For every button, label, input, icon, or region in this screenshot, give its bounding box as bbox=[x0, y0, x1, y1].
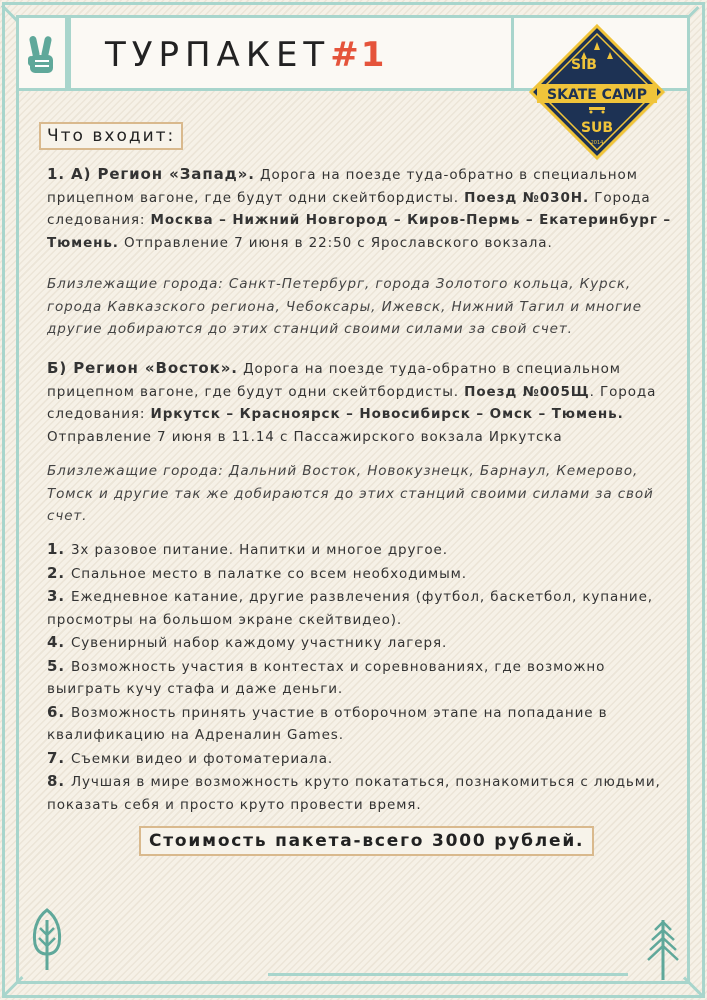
item-text: Лучшая в мире возможность круто покататься, познакомиться с людьми, показать себя и просто круто провести время. bbox=[47, 774, 661, 813]
list-item bbox=[47, 538, 677, 562]
region-east-train: Поезд №005Щ bbox=[464, 383, 590, 400]
region-west-route: Москва – Нижний Новгород – Киров-Пермь – Екатеринбург – Тюмень. bbox=[47, 212, 672, 251]
region-west bbox=[47, 163, 677, 254]
item-text: Ежедневное катание, другие развлечения (футбол, баскетбол, купание, просмотры на большом экране скейтвидео). bbox=[47, 589, 653, 628]
item-number: 8. bbox=[47, 772, 65, 790]
region-east-title: Б) Регион «Восток». bbox=[47, 359, 238, 377]
features-list bbox=[47, 538, 677, 816]
item-text: 3х разовое питание. Напитки и многое другое. bbox=[70, 542, 448, 558]
item-text: Сувенирный набор каждому участнику лагеря. bbox=[70, 635, 448, 651]
list-item bbox=[47, 631, 677, 655]
list-item bbox=[47, 701, 677, 747]
item-number: 3. bbox=[47, 587, 65, 605]
header-title-box bbox=[68, 15, 514, 91]
logo-bottom-text: SUB bbox=[580, 120, 614, 136]
peace-hand-icon bbox=[19, 18, 65, 88]
item-text: Съемки видео и фотоматериала. bbox=[70, 750, 334, 767]
item-number: 5. bbox=[47, 656, 65, 675]
page-title bbox=[105, 35, 386, 75]
list-item bbox=[47, 562, 677, 586]
list-item bbox=[47, 747, 677, 771]
title-number: #1 bbox=[330, 35, 387, 75]
item-text: Спальное место в палатке со всем необходимым. bbox=[70, 565, 467, 582]
tree-left-icon bbox=[30, 908, 64, 972]
item-number: 1. bbox=[47, 540, 65, 558]
region-west-text3: Отправление 7 июня в 22:50 с Ярославского вокзала. bbox=[118, 234, 553, 251]
header-icon-box bbox=[16, 15, 68, 91]
list-item bbox=[47, 770, 677, 816]
region-west-title: 1. А) Регион «Запад». bbox=[47, 165, 255, 183]
item-number: 4. bbox=[47, 633, 65, 651]
region-west-train: Поезд №030Н. bbox=[464, 189, 589, 206]
list-item bbox=[47, 585, 677, 631]
price-label: Стоимость пакета-всего 3000 рублей. bbox=[139, 826, 594, 856]
section-label: Что входит: bbox=[39, 122, 183, 150]
logo-year: 2014 bbox=[590, 140, 604, 146]
east-note: Близлежащие города: Дальний Восток, Новокузнецк, Барнаул, Кемерово, Томск и другие так же добираются до этих станций своими силами за свой счет. bbox=[47, 463, 654, 524]
logo-middle-text: SKATE CAMP bbox=[547, 87, 647, 103]
bottom-line bbox=[268, 973, 628, 976]
west-note: Близлежащие города: Санкт-Петербург, города Золотого кольца, Курск, города Кавказского региона, Чебоксары, Ижевск, Нижний Тагил и многие другие добираются до этих станций своими силами за свой счет. bbox=[47, 276, 642, 337]
region-east-text3: Отправление 7 июня в 11.14 с Пассажирского вокзала Иркутска bbox=[47, 428, 563, 445]
region-west-text1: Дорога на поезде туда-обратно в специальном прицепном вагоне, где будут одни скейтбордисты. bbox=[47, 167, 638, 206]
item-number: 7. bbox=[47, 748, 65, 767]
skate-camp-logo bbox=[527, 22, 667, 162]
item-number: 6. bbox=[47, 702, 65, 721]
title-word: ТУРПАКЕТ bbox=[105, 35, 331, 75]
region-east bbox=[47, 357, 677, 448]
logo-top-text: SIB bbox=[571, 57, 597, 73]
list-item bbox=[47, 655, 677, 701]
region-east-text2: . Города следования: bbox=[47, 383, 657, 422]
item-number: 2. bbox=[47, 563, 65, 582]
region-west-text2: Города следования: bbox=[47, 189, 651, 228]
item-text: Возможность участия в контестах и соревнованиях, где возможно выиграть кучу стафа и даже деньги. bbox=[47, 658, 606, 697]
region-east-text1: Дорога на поезде туда-обратно в специальном прицепном вагоне, где будут одни скейтбордисты. bbox=[47, 361, 621, 400]
region-east-route: Иркутск – Красноярск – Новосибирск – Омск – Тюмень. bbox=[150, 406, 624, 422]
tree-right-icon bbox=[645, 918, 681, 982]
item-text: Возможность принять участие в отборочном этапе на попадание в квалификацию на Адреналин Games. bbox=[47, 704, 608, 743]
